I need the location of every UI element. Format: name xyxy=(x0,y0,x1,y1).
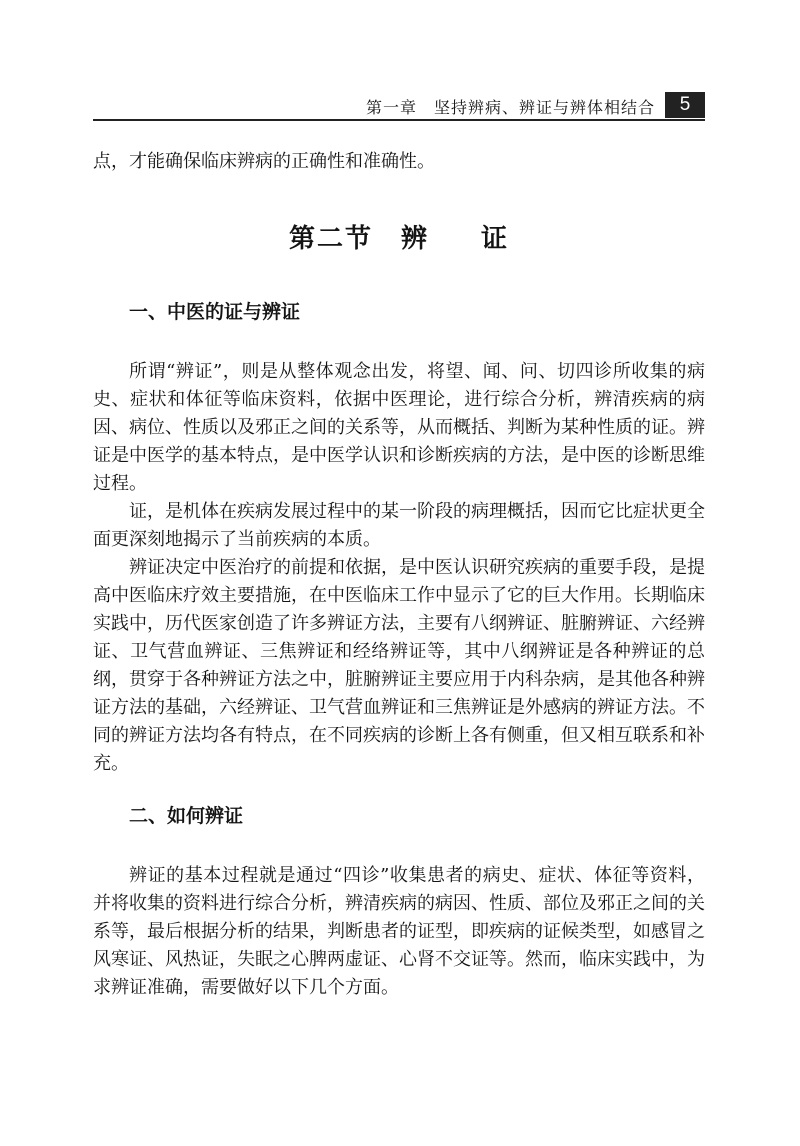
paragraph-1: 所谓“辨证”，则是从整体观念出发，将望、闻、问、切四诊所收集的病史、症状和体征等临床资料，依据中医理论，进行综合分析，辨清疾病的病因、病位、性质以及邪正之间的关系等，从而概括、判断为某种性质的证。辨证是中医学的基本特点，是中医学认识和诊断疾病的方法，是中医的诊断思维过程。 xyxy=(93,361,705,494)
subheading-2: 二、如何辨证 xyxy=(129,805,244,827)
page-body xyxy=(93,148,705,1002)
paragraph-2: 证，是机体在疾病发展过程中的某一阶段的病理概括，因而它比症状更全面更深刻地揭示了当前疾病的本质。 xyxy=(93,501,705,550)
section-title-number: 第二节 xyxy=(288,224,373,254)
section-title-word-2: 证 xyxy=(481,224,510,254)
header-rule xyxy=(93,119,705,121)
section-title-word-1: 辨 xyxy=(400,224,429,254)
running-head: 第一章 坚持辨病、辨证与辨体相结合 xyxy=(365,98,655,117)
section-title xyxy=(93,222,705,256)
subheading-1: 一、中医的证与辨证 xyxy=(129,301,301,323)
page-number: 5 xyxy=(665,92,705,118)
paragraph-4: 辨证的基本过程就是通过“四诊”收集患者的病史、症状、体征等资料，并将收集的资料进行综合分析，辨清疾病的病因、性质、部位及邪正之间的关系等，最后根据分析的结果，判断患者的证型，即疾病的证候类型，如感冒之风寒证、风热证，失眠之心脾两虚证、心肾不交证等。然而，临床实践中，为求辨证准确，需要做好以下几个方面。 xyxy=(93,865,705,998)
continued-line: 点，才能确保临床辨病的正确性和准确性。 xyxy=(93,151,435,172)
paragraph-3: 辨证决定中医治疗的前提和依据，是中医认识研究疾病的重要手段，是提高中医临床疗效主要措施，在中医临床工作中显示了它的巨大作用。长期临床实践中，历代医家创造了许多辨证方法，主要有八纲辨证、脏腑辨证、六经辨证、卫气营血辨证、三焦辨证和经络辨证等，其中八纲辨证是各种辨证的总纲，贯穿于各种辨证方法之中，脏腑辨证主要应用于内科杂病，是其他各种辨证方法的基础，六经辨证、卫气营血辨证和三焦辨证是外感病的辨证方法。不同的辨证方法均各有特点，在不同疾病的诊断上各有侧重，但又相互联系和补充。 xyxy=(93,557,705,774)
page-header xyxy=(93,92,705,120)
